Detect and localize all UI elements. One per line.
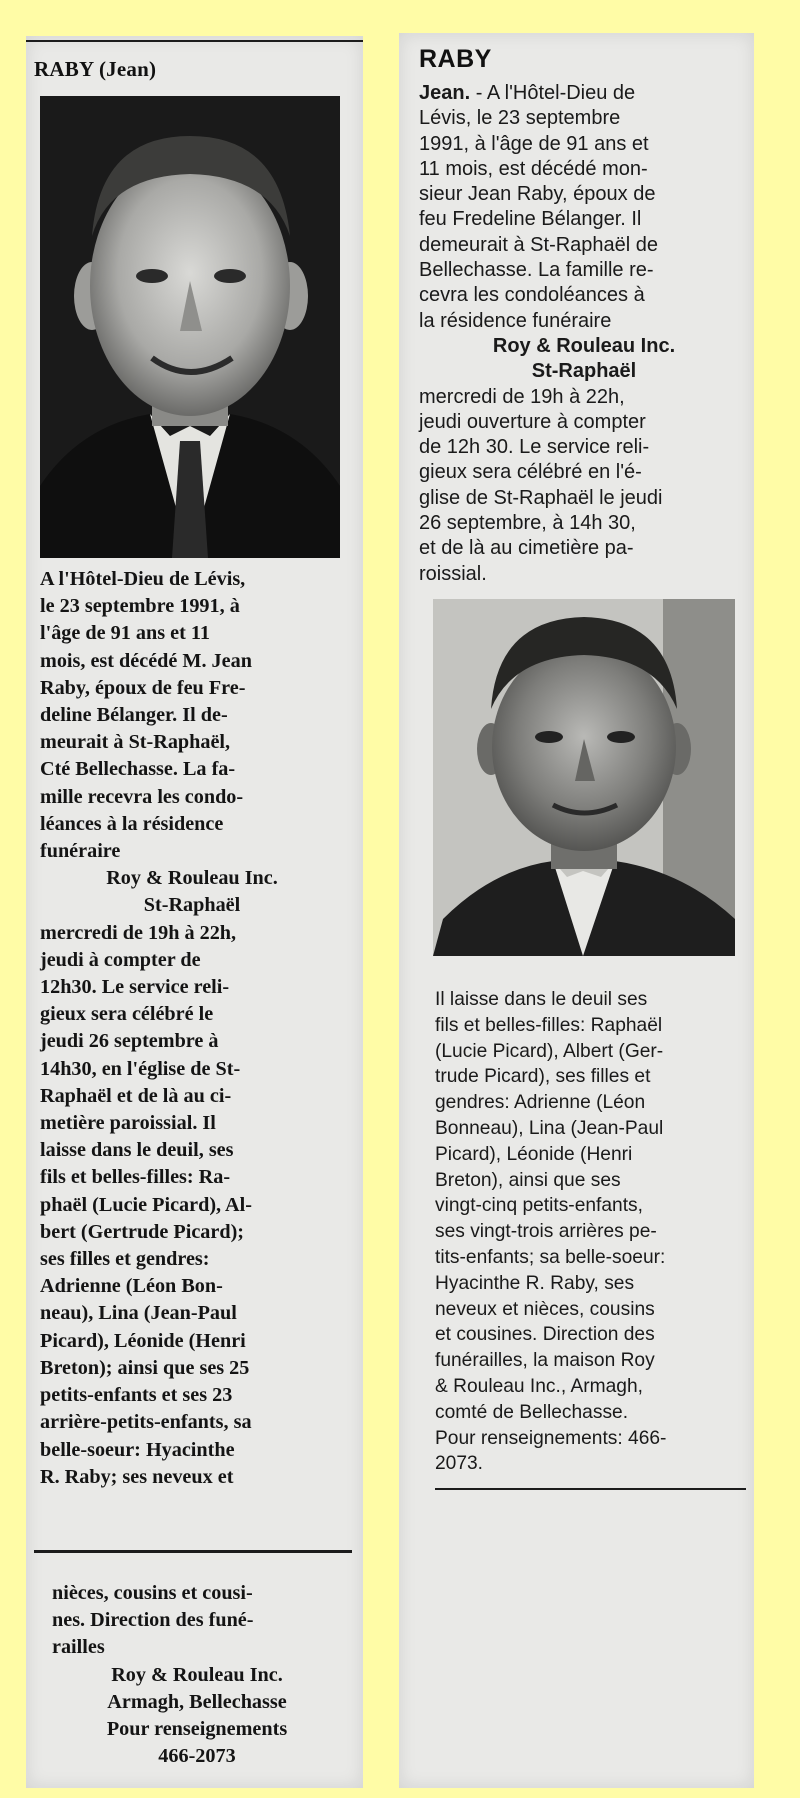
obituary-header: RABY (Jean) xyxy=(34,57,157,81)
text-line: vingt-cinq petits-enfants, xyxy=(435,1195,643,1217)
section-rule xyxy=(34,1550,352,1553)
text-line: gieux sera célébré le xyxy=(40,1003,214,1026)
funeral-home-name: Roy & Rouleau Inc. xyxy=(492,334,676,357)
obituary-text xyxy=(40,566,344,1491)
text-line: tits-enfants; sa belle-soeur: xyxy=(435,1246,666,1268)
text-line: glise de St-Raphaël le jeudi xyxy=(419,486,663,509)
text-line: 11 mois, est décédé mon- xyxy=(419,157,648,180)
text-line: et de là au cimetière pa- xyxy=(419,537,634,560)
text-line: laisse dans le deuil, ses xyxy=(40,1139,234,1162)
portrait-illustration xyxy=(40,96,340,558)
text-line: mois, est décédé M. Jean xyxy=(40,649,252,672)
text-line: mercredi de 19h à 22h, xyxy=(419,385,625,408)
text-line: Raby, époux de feu Fre- xyxy=(40,676,246,699)
text-line: Il laisse dans le deuil ses xyxy=(435,989,648,1010)
text-line: 26 septembre, à 14h 30, xyxy=(419,512,636,535)
text-line: belle-soeur: Hyacinthe xyxy=(40,1438,235,1461)
portrait-illustration xyxy=(433,599,735,956)
text-line: & Rouleau Inc., Armagh, xyxy=(435,1375,643,1397)
text-line: la résidence funéraire xyxy=(419,309,612,332)
text-line: bert (Gertrude Picard); xyxy=(40,1220,245,1243)
text-line: (Lucie Picard), Albert (Ger- xyxy=(435,1040,664,1062)
text-line: cevra les condoléances à xyxy=(419,284,645,307)
text-line: 1991, à l'âge de 91 ans et xyxy=(419,132,649,155)
text-line: Picard), Léonide (Henri xyxy=(435,1143,633,1165)
text-line: mercredi de 19h à 22h, xyxy=(40,921,237,944)
text-line: demeurait à St-Raphaël de xyxy=(419,233,659,256)
phone-number: 466-2073 xyxy=(158,1745,236,1768)
funeral-home-location: St-Raphaël xyxy=(531,360,637,383)
funeral-home-location: Armagh, Bellechasse xyxy=(107,1690,287,1713)
obituary-header: RABY xyxy=(419,45,492,73)
info-label: Pour renseignements xyxy=(106,1718,288,1741)
text-line: mille recevra les condo- xyxy=(40,785,244,808)
text-line: 2073. xyxy=(435,1453,484,1475)
text-line: Pour renseignements: 466- xyxy=(435,1427,667,1449)
funeral-home-name: Roy & Rouleau Inc. xyxy=(106,867,278,890)
bottom-rule xyxy=(435,1488,746,1490)
portrait-photo xyxy=(40,96,340,558)
text-line: gieux sera célébré en l'é- xyxy=(419,461,642,484)
text-line: Cté Bellechasse. La fa- xyxy=(40,758,236,781)
text-line: nes. Direction des funé- xyxy=(52,1609,254,1632)
text-line: fils et belles-filles: Raphaël xyxy=(435,1014,663,1036)
text-line: Breton); ainsi que ses 25 xyxy=(40,1356,250,1379)
text-line: R. Raby; ses neveux et xyxy=(40,1465,234,1488)
top-rule xyxy=(26,40,363,42)
text-line: A l'Hôtel-Dieu de Lévis, xyxy=(40,568,246,590)
text-line: neveux et nièces, cousins xyxy=(435,1298,655,1320)
first-name: Jean. xyxy=(419,82,471,104)
text-line: Hyacinthe R. Raby, ses xyxy=(435,1272,635,1294)
text-line: meurait à St-Raphaël, xyxy=(40,731,231,754)
funeral-home-name: Roy & Rouleau Inc. xyxy=(111,1663,283,1686)
obituary-text-continued xyxy=(435,987,751,1477)
text-line: roissial. xyxy=(419,562,487,585)
text-line: gendres: Adrienne (Léon xyxy=(435,1092,646,1114)
text-line: feu Fredeline Bélanger. Il xyxy=(419,208,642,231)
text-line: le 23 septembre 1991, à xyxy=(40,595,240,618)
text-line: l'âge de 91 ans et 11 xyxy=(40,622,210,645)
text-line: funérailles, la maison Roy xyxy=(435,1350,655,1372)
text-line: Jean. - A l'Hôtel-Dieu de xyxy=(419,82,636,104)
obituary-text xyxy=(419,81,749,587)
text-line: 12h30. Le service reli- xyxy=(40,976,230,999)
text-line: et cousines. Direction des xyxy=(435,1324,655,1346)
portrait-photo xyxy=(433,599,735,956)
obituary-text-continued xyxy=(52,1580,342,1770)
text-line: Bellechasse. La famille re- xyxy=(419,259,654,282)
text-line: petits-enfants et ses 23 xyxy=(40,1384,233,1407)
text-line: metière paroissial. Il xyxy=(40,1112,216,1135)
text-line: funéraire xyxy=(40,840,121,863)
obituary-clipping-left xyxy=(26,36,363,1788)
text-line: Breton), ainsi que ses xyxy=(435,1169,621,1191)
text-line: Lévis, le 23 septembre xyxy=(419,107,621,130)
text-line: railles xyxy=(52,1636,105,1659)
text-line: ses vingt-trois arrières pe- xyxy=(435,1221,657,1243)
text-line: léances à la résidence xyxy=(40,812,224,835)
text-line: phaël (Lucie Picard), Al- xyxy=(40,1193,252,1216)
text-line: de 12h 30. Le service reli- xyxy=(419,436,650,459)
text-line: comté de Bellechasse. xyxy=(435,1401,629,1423)
obituary-clipping-right xyxy=(399,33,754,1788)
text-line: fils et belles-filles: Ra- xyxy=(40,1166,231,1189)
text-line: trude Picard), ses filles et xyxy=(435,1066,651,1088)
text-line: Bonneau), Lina (Jean-Paul xyxy=(435,1117,664,1139)
text-line: sieur Jean Raby, époux de xyxy=(419,183,656,206)
text-line: nièces, cousins et cousi- xyxy=(52,1582,253,1604)
text-line: 14h30, en l'église de St- xyxy=(40,1057,241,1080)
text-line: ses filles et gendres: xyxy=(40,1248,210,1271)
text-line: Picard), Léonide (Henri xyxy=(40,1329,246,1352)
text-line: jeudi 26 septembre à xyxy=(40,1030,219,1053)
text-line: deline Bélanger. Il de- xyxy=(40,704,228,727)
text-line: arrière-petits-enfants, sa xyxy=(40,1411,252,1434)
funeral-home-location: St-Raphaël xyxy=(143,894,241,917)
text-line: Raphaël et de là au ci- xyxy=(40,1084,232,1107)
text-line: jeudi à compter de xyxy=(40,948,201,971)
text-line: Adrienne (Léon Bon- xyxy=(40,1275,223,1298)
text-line: jeudi ouverture à compter xyxy=(419,410,646,433)
text-line: neau), Lina (Jean-Paul xyxy=(40,1302,237,1325)
